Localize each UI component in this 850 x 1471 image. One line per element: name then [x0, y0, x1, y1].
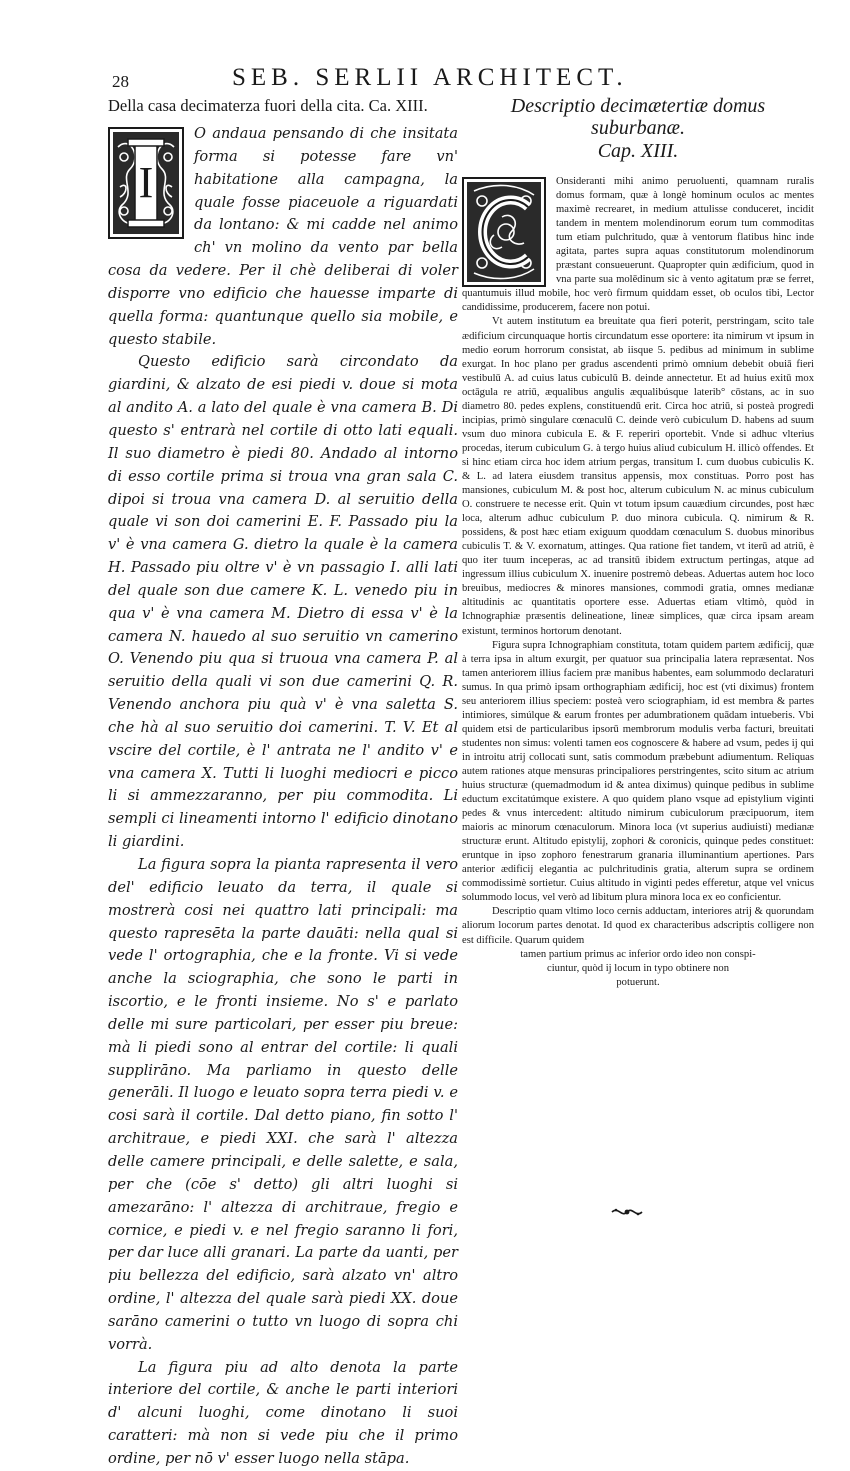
latin-paragraph-4: Descriptio quam vltimo loco cernis adductam, interiores atrij & quorundam aliorum locorum partes denotat. Id quod ex characteribus adscriptis colligere non est difficile. Quarum quidem: [462, 906, 814, 946]
fleuron-ornament-icon: [610, 1204, 644, 1224]
initial-letter: I: [138, 158, 154, 207]
page-number: 28: [112, 72, 129, 91]
initial-letter: C: [470, 186, 472, 188]
running-head: SEB. SERLII ARCHITECT.: [232, 64, 628, 91]
latin-chapter-number: Cap. XIII.: [597, 140, 679, 162]
closing-line-1: tamen partium primus ac inferior ordo ideo non conspi-: [520, 948, 756, 960]
italian-column: [108, 95, 458, 1471]
decorated-initial-c: [462, 177, 546, 287]
latin-column: [462, 95, 814, 990]
italian-chapter-title: Della casa decimaterza fuori della cita. Ca. XIII.: [108, 96, 428, 115]
italian-paragraph-3: La figura sopra la pianta rapresenta il vero del' edificio leuato da terra, il quale si mostrerà cosi nei quattro lati principali: ma questo rapresēta la parte dauāti: nella qual si vede l' ortographia, che e la fronte. Vi si vede anche la sciographia, che sono le parti in iscortio, e le fronti insieme. No s' e parlato delle mi sure particolari, per esser piu breue: mà li piedi sono al entrar del cortile: li quali supplirāno. Ma parliamo in questo delle generāli. Il luogo e leuato sopra terra piedi v. e cosi sarà il cortile. Dal detto piano, fin sotto l' architraue, e piedi XXI. che sarà l' altezza delle camere principali, e delle salette, e sala, per che (cōe s' detto) gli altri luoghi si amezarāno: l' altezza di architraue, fregio e cornice, e piedi v. e nel fregio saranno li fori, per dar luce alli granari. La parte da uanti, per piu bellezza del edificio, sarà alzato vn' altro ordine, l' altezza del quale sarà piedi XX. doue sarāno camerini o tutto vn luogo di sopra chi vorrà.: [108, 856, 458, 1353]
latin-paragraph-3: Figura supra Ichnographiam constituta, totam quidem partem ædificij, quæ à terra ipsa in altum exurgit, per quatuor sua principalia latera repræsentat. Nos tamen anteriorem illius faciem præ manibus habentes, eam solummodo declaraturi sumus. In qua primò ipsam orthographiam ædificij, hoc est (vti diximus) frontem seu anteriorem illius speciem: posteà vero sciographiam, id est membra & partes intimiores, simúlque & earum frontes per adumbrationem quādam intueberis. Vbi quidem etsi de particularibus ipsorū membrorum modulis verba facturi, breuitati studentes non simus: volenti tamen eos cognoscere & habere ad vsum, pedes ij qui in introitu atrij collocati sunt, satis commodum præbebunt adiumentum. Reliquas autem rationes atque mensuras principaliores perstringentes, scito situm ac atrium huius structuræ (quemadmodum id & antea diximus) quinque pedibus in sublime eductum excitatúmque existere. A quo quidem plano vsque ad epistylium viginti pedes & vnus intercedent: altitudo nimirum cubiculorum præcipuorum, item maioris ac minorum cœnaculorum. Minora loca (vt superius audiuisti) medianæ structuræ erunt. Altitudo epistylij, zophori & coronicis, quinque pedes constituet: eruntque in ipso zophoro fenestrarum granaria illuminantium apertiones. Pars anterior ædificij elegantia ac pulchritudinis gratia, alterum supra se ordinem commodissimè sortietur. Cuius altitudo in viginti pedes efferetur, atque vel vnicus solummodo locus, vel verò ad libitum plura minora loca ex eo conficientur.: [462, 639, 814, 904]
decorated-initial-i: [108, 127, 184, 239]
closing-line-3: potuerunt.: [616, 976, 660, 988]
latin-paragraph-1: Onsideranti mihi animo peruoluenti, quamnam ruralis domus formam, quæ à longè hominum oculos ac mentes maximè recrearet, in medium attulisse conduceret, incidit tandem in mentem molendinorum eorum tum commoditas tum etiam pulchritudo, quæ à ventorum flatibus hinc inde agitata, partes supra aquas constitutorum molendinorum præstant consueuerunt. Quapropter quin ædificium, quod in vna parte sua molēdinum sic à vento agitatum præ se ferret, quantumuis illud mobile, hoc verò firmum quiddam esset, ob oculos tibi, Lector candidissime, producerem, facere non potui.: [462, 176, 814, 314]
latin-paragraph-2: Vt autem institutum ea breuitate qua fieri poterit, perstringam, scito tale ædificium circunquaque hortis circundatum esse oportere: ita nimirum vt ipsum in medio eorum horrorum consistat, ab iisque 5. pedibus ad minimum in sublime exurgat. In hoc plano per gradus ascendenti primò omnium debebit obuiā fieri vestibulū A. ad cuius latus cubiculū B. deinde annectetur. Et ad huius exitū mox octāgula re atriū, æqualibus angulis æqualibúsque laterib° cōstans, ac in suo diametro 80. pedes explens, constituendū erit. Circa hoc atriū, si posteà progredi incipias, primò singulare cœnaculū C. deinde verò cubiculum D. habens ad suum vsum duo minora cubicula E. & F. reperiri oportebit. Vnde si adhuc vlterius procedas, iterum cubiculum G. à tergo huius aliud cubiculum H. illicò offendes. Et si hinc etiam circa hoc idem atrium pergas, transitum I. cum duobus cubiculis K. & L. ad latera eiusdem transitus appensis, mox constituas. Porro post has mansiones, cubiculum M. & post hoc, alterum cubiculum N. ac minus cubiculum O. construere te necesse erit. Quin vt totum ipsum cauædium circundes, post hæc loca, alterum adhuc cubiculum P. duo minora cubicula. Q. nimirum & R. possidens, & post hæc etiam exiguum quoddam cœnaculum S. duobus minoribus cubiculis T. & V. exornatum, attinges. Qua ratione fiet tandem, vt iterū ad atriū, è quo iter tuum inceperas, ac ad transitū ibidem extructum pertingas, atque ad ingressum illius cubiculum X. inuenire postremò debeas. Aduertas autem hoc loco breuibus, mediocres & minores mansiones, commodi gratia, omnes medianæ altitudinis ac quantitatis oportere esse. Aduertas etiam vltimò, quòd in Ichnographiæ præsentis delineatione, lineæ simplices, quæ circa ipsam aream existunt, terminos hortorum denotant.: [462, 316, 814, 637]
closing-line-2: ciuntur, quòd ij locum in typo obtinere non: [547, 962, 729, 974]
latin-chapter-title: Descriptio decimætertiæ domus suburbanæ.: [510, 95, 766, 139]
italian-paragraph-4: La figura piu ad alto denota la parte interiore del cortile, & anche le parti interiori d' alcuni luoghi, come dinotano li suoi caratteri: mà non si vede piu che il primo ordine, per nō v' esser luogo nella stāpa.: [108, 1358, 458, 1467]
italian-paragraph-2: Questo edificio sarà circondato da giardini, & alzato de esi piedi v. doue si mota al andito A. a lato del quale è vna camera B. Di questo s' entrarà nel cortile di otto lati equali. Il suo diametro è piedi 80. Andado al intorno di esso cortile prima si troua vna gran sala C. dipoi si troua vna camera D. al seruitio della quale vi son doi camerini E. F. Passado piu la v' è vna camera G. dietro la quale è la camera H. Passado piu oltre v' è vn passagio I. alli lati del quale son due camere K. L. venedo piu in qua v' è vna camera M. Dietro di essa v' è la camera N. hauedo al suo seruitio vn camerino O. Venendo piu qua si truoua vna camera P. al seruitio della quali vi son due camerini Q. R. Venendo anchora piu quà v' è vna saletta S. che hà al suo seruitio doi camerini. T. V. Et al vscire del cortile, è l' antrata ne l' andito v' e vna camera X. Tutti li luoghi mediocri e picco li si ammezzaranno, per piu commodita. Li sempli ci lineamenti intorno l' edificio dinotano li giardini.: [108, 353, 458, 851]
italian-paragraph-1: O andaua pensando di che insitata forma si potesse fare vn' habitatione alla campagna, la quale fosse piaceuole a riguardati da lontano: & mi cadde nel animo ch' vn molino da vento par bella cosa da vedere. Per il chè deliberai di voler disporre vno edificio che hauesse imparte di quella forma: quantunque quello sia mobile, e questo stabile.: [108, 125, 458, 348]
